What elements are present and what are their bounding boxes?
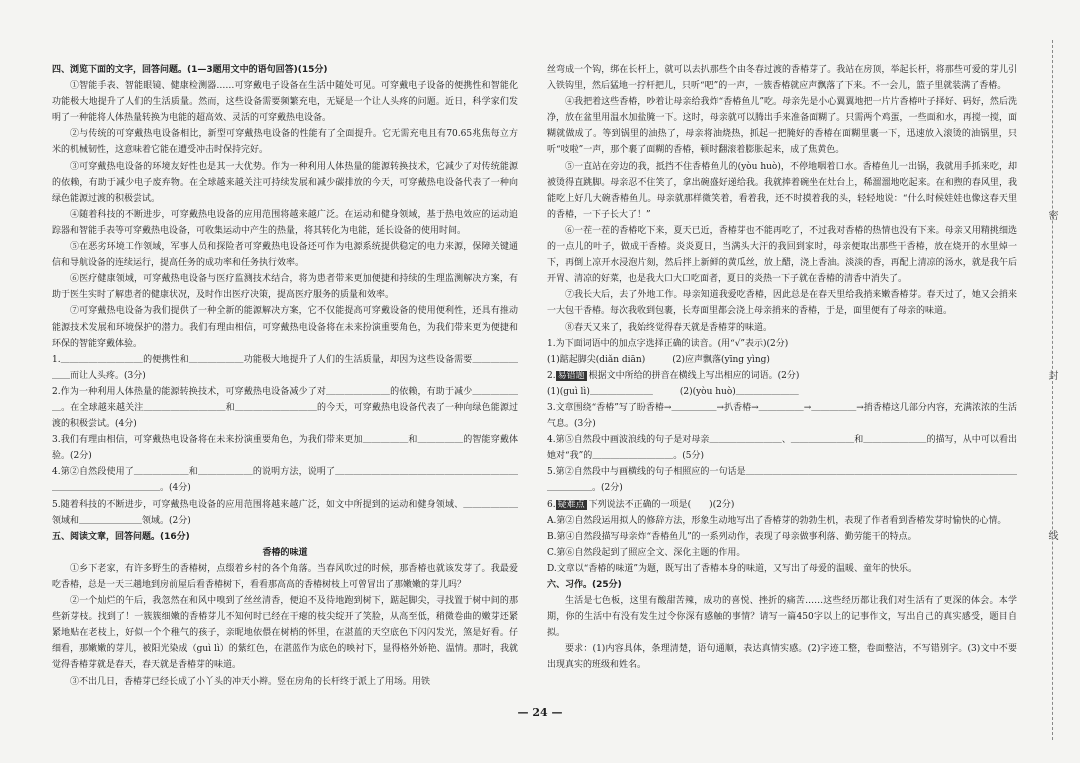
paragraph-text: ⑤一直站在旁边的我，抵挡不住香椿鱼儿的(yòu huò)，不停地咽着口水。香椿鱼儿一出锅，我就用手抓来吃，却被烫得直跳脚。母亲忍不住笑了，拿出碗盛好递给我。我就捧着碗坐在灶台上，稀溜溜地吃起来。在和煦的春风里，我能吃上好几大碗香椿鱼儿。母亲就那样微笑着，看着我，还不时摸着我的头，轻轻地说：“什么时候娃娃也像这春天里的香椿，一下子长大了！”	[547, 161, 1017, 220]
paragraph-text: A.第②自然段运用拟人的修辞方法，形象生动地写出了香椿芽的勃勃生机，表现了作者看到香椿发芽时愉快的心情。	[547, 515, 1007, 526]
left-paragraph	[52, 593, 518, 673]
paragraph-text: 四、浏览下面的文字，回答问题。(1—3题用文中的语句回答)(15分)	[52, 65, 328, 75]
paragraph-text: ⑧春天又来了，我始终觉得春天就是香椿芽的味道。	[565, 322, 773, 333]
left-column	[52, 62, 518, 690]
right-paragraph	[547, 432, 1017, 464]
right-column	[547, 62, 1017, 674]
paragraph-text: ③不出几日，香椿芽已经长成了小丫头的冲天小辫。竖在房角的长杆终于派上了用场。用铁	[70, 676, 431, 687]
right-paragraph	[547, 368, 1017, 384]
seal-line	[1052, 40, 1053, 740]
paragraph-text: 五、阅读文章，回答问题。(16分)	[52, 531, 190, 542]
left-paragraph	[52, 674, 518, 690]
right-paragraph	[547, 62, 1017, 94]
paragraph-text: 生活是七色板，这里有酸甜苦辣，成功的喜悦、挫折的痛苦……这些经历都让我们对生活有了更深的体会。本学期，你的生活中有没有发生过令你深有感触的事情？请写一篇450字以上的记事作文，写出自己的真实感受，题目自拟。	[547, 596, 1017, 639]
paragraph-text: ②一个灿烂的午后，我忽然在和风中嗅到了丝丝清香，便迫不及待地跑到树下，踮起脚尖，寻找置于树中间的那些新芽枝。找到了！一簇簇细嫩的香椿芽儿不知何时已经在干瘪的枝尖绽开了笑脸，从高至低，稍微卷曲的嫩芽还紧紧地贴在老枝上，好似一个个稚气的孩子，亲昵地依偎在树梢的怀里，在湛蓝的天空底色下闪闪发光，煞是好看。仔细看，那嫩嫩的芽儿，被阳光染成（guì lì）的紫红色，在湛蓝作为底色的映衬下，显得格外娇艳、温情。那时，我就觉得香椿芽就是春天，春天就是香椿芽的味道。	[52, 596, 518, 671]
right-paragraph	[547, 513, 1017, 529]
left-paragraph	[52, 271, 518, 303]
right-paragraph	[547, 287, 1017, 319]
left-paragraph	[52, 352, 518, 384]
right-paragraph	[547, 352, 1017, 368]
right-paragraph	[547, 529, 1017, 545]
paragraph-text: 4.第②自然段使用了＿＿＿＿＿＿和＿＿＿＿＿＿的说明方法，说明了＿＿＿＿＿＿＿＿＿＿＿＿＿＿＿＿＿＿＿＿＿＿＿＿＿＿＿＿＿＿＿＿。(4分)	[52, 467, 518, 494]
right-paragraph	[547, 641, 1017, 673]
paragraph-text: ④随着科技的不断进步，可穿戴热电设备的应用范围将越来越广泛。在运动和健身领域，基于热电效应的运动追踪器和智能手表等可穿戴热电设备，可收集运动中产生的热量，将其转化为电能，延长设备的使用时间。	[52, 209, 518, 236]
paragraph-text: ⑥医疗健康领域，可穿戴热电设备与医疗监测技术结合，将为患者带来更加便捷和持续的生理监测解决方案，有助于医生实时了解患者的健康状况，及时作出医疗决策，提高医疗服务的质量和效率。	[52, 274, 518, 301]
right-paragraph	[547, 320, 1017, 336]
right-paragraph	[547, 159, 1017, 223]
paragraph-text: 2.作为一种利用人体热量的能源转换技术，可穿戴热电设备减少了对＿＿＿＿＿＿＿的依赖，有助于减少＿＿＿＿＿＿。在全球越来越关注＿＿＿＿＿＿＿＿＿和＿＿＿＿＿＿＿＿＿的今天，可穿戴热电设备代表了一种向绿色能源过渡的积极尝试。(4分)	[52, 386, 518, 430]
paragraph-text: 根据文中所给的拼音在横线上写出相应的词语。(2分)	[588, 370, 800, 381]
right-paragraph	[547, 400, 1017, 432]
question-number: 2.	[547, 370, 556, 381]
paragraph-text: D.文章以“香椿的味道”为题，既写出了香椿本身的味道，又写出了母爱的温暖、童年的快乐。	[547, 563, 917, 574]
paragraph-text: 香椿的味道	[262, 547, 308, 558]
right-paragraph	[547, 464, 1017, 496]
seal-label-feng: 封	[1046, 370, 1057, 380]
left-paragraph	[52, 464, 518, 496]
left-paragraph	[52, 497, 518, 529]
left-paragraph	[52, 78, 518, 126]
paragraph-text: ②与传统的可穿戴热电设备相比，新型可穿戴热电设备的性能有了全面提升。它无需充电且有70.65兆焦每立方米的机械韧性，这意味着它能在遭受冲击时保持完好。	[52, 129, 518, 156]
paragraph-text: C.第⑥自然段起到了照应全文、深化主题的作用。	[547, 547, 746, 558]
paragraph-text: ④我把着这些香椿，吵着让母亲给我炸“香椿鱼儿”吃。母亲先是小心翼翼地把一片片香椿叶子择好、码好，然后洗净，放在盆里用温水加盐腌一下。这时，母亲就可以腾出手来准备面糊了。只需两个鸡蛋，一些面和水，再搅一搅，面糊就做成了。等到锅里的油热了，母亲将油烧热，抓起一把腌好的香椿在面糊里裹一下，迅速放入滚烫的油锅里，只听“吱啦”一声，那个裹了面糊的香椿，顿时翻滚着膨胀起来，成了焦黄色。	[547, 97, 1017, 156]
paragraph-text: 1.为下面词语中的加点字选择正确的读音。(用“√”表示)(2分)	[547, 338, 789, 349]
page-number: — 24 —	[517, 706, 563, 719]
left-paragraph	[52, 432, 518, 464]
paragraph-text: ⑦我长大后，去了外地工作。母亲知道我爱吃香椿，因此总是在春天里给我捎来嫩香椿芽。春天过了，她又会捎来一大包干香椿。每次我收到包裹，长寿面里都会浇上母亲捎来的香椿，于是，面里便有了母亲的味道。	[547, 290, 1017, 317]
left-paragraph	[52, 62, 518, 78]
paragraph-text: ①智能手表、智能眼镜、健康检测器……可穿戴电子设备在生活中随处可见。可穿戴电子设备的便携性和智能化功能极大地提升了人们的生活质量。然而，这些设备需要频繁充电，无疑是一个让人头疼的问题。近日，科学家们发明了一种能将人体热量转换为电能的超高效、灵活的可穿戴热电设备。	[52, 81, 518, 124]
paragraph-text: ③可穿戴热电设备的环境友好性也是其一大优势。作为一种利用人体热量的能源转换技术，它减少了对传统能源的依赖，有助于减少电子废弃物。在全球越来越关注可持续发展和减少碳排放的今天，可穿戴热电设备代表了一种向绿色能源过渡的积极尝试。	[52, 161, 518, 204]
paragraph-text: 要求：(1)内容具体，条理清楚，语句通顺，表达真情实感。(2)字迹工整，卷面整洁，不写错别字。(3)文中不要出现真实的班级和姓名。	[547, 644, 1017, 671]
paragraph-text: ⑤在恶劣环境工作领域，军事人员和探险者可穿戴热电设备还可作为电源系统提供稳定的电力来源，保障关键通信和导航设备的连续运行，提高任务的成功率和任务执行效率。	[52, 242, 518, 269]
right-paragraph	[547, 94, 1017, 158]
paragraph-text: 1.＿＿＿＿＿＿＿＿＿的便携性和＿＿＿＿＿＿功能极大地提升了人们的生活质量，却因为这些设备需要＿＿＿＿＿＿＿而让人头疼。(3分)	[52, 354, 518, 381]
left-paragraph	[52, 126, 518, 158]
difficulty-badge: 疑难点	[557, 499, 585, 510]
paragraph-text: (1)踮起脚尖(diǎn diān) (2)应声飘落(yīng yìng)	[547, 354, 770, 365]
left-paragraph	[52, 561, 518, 593]
left-paragraph	[52, 239, 518, 271]
paragraph-text: 3.我们有理由相信，可穿戴热电设备将在未来扮演重要角色，为我们带来更加＿＿＿＿＿和＿＿＿＿＿的智能穿戴体验。(2分)	[52, 435, 518, 462]
paragraph-text: 5.第②自然段中与画横线的句子相照应的一句话是＿＿＿＿＿＿＿＿＿＿＿＿＿＿＿＿＿＿＿＿＿＿＿＿＿＿＿＿＿＿＿＿＿＿＿。(2分)	[547, 467, 1017, 494]
right-paragraph	[547, 223, 1017, 287]
paragraph-text: ⑥一茬一茬的香椿吃下来，夏天已近，香椿芽也不能再吃了，不过我对香椿的热情也没有下来。母亲又用精挑细选的一点儿的叶子，做成干香椿。炎炎夏日，当满头大汗的我回到家时，母亲便取出那些干香椿，放在烧开的水里焯一下，再倒上凉开水浸泡片刻，然后拌上新鲜的黄瓜丝，放上醋，浇上香油。淡淡的香，再配上清凉的汤水，就是我午后开胃、清凉的好菜，也是我大口大口吃面者，夏日的炎热一下子就在香椿的清香中消失了。	[547, 225, 1017, 285]
left-paragraph	[52, 159, 518, 207]
left-paragraph	[52, 545, 518, 561]
left-paragraph	[52, 384, 518, 432]
left-paragraph	[52, 303, 518, 351]
left-paragraph	[52, 529, 518, 545]
right-paragraph	[547, 497, 1017, 513]
paragraph-text: 3.文章围绕“香椿”写了盼香椿→＿＿＿＿＿→扒香椿→＿＿＿＿＿→＿＿＿＿＿→捎香椿这几部分内容，充满浓浓的生活气息。(3分)	[547, 402, 1017, 430]
right-paragraph	[547, 577, 1017, 593]
paragraph-text: 下列说法不正确的一项是( )(2分)	[588, 499, 735, 510]
paragraph-text: 六、习作。(25分)	[547, 580, 622, 590]
right-paragraph	[547, 336, 1017, 352]
paragraph-text: B.第④自然段描写母亲炸“香椿鱼儿”的一系列动作，表现了母亲做事利落、勤劳能干的特点。	[547, 531, 917, 542]
right-paragraph	[547, 593, 1017, 641]
paragraph-text: 丝弯成一个钩，绑在长杆上，就可以去扒那些个由冬春过渡的香椿芽了。我站在房顶，举起长杆，将那些可爱的芽儿引入铁钩里，然后猛地一拧杆把儿，只听“吧”的一声，一簇香椿就应声飘落了下来。不一会儿，篮子里就装满了香椿。	[547, 65, 1017, 92]
paragraph-text: (1)(guì lì)＿＿＿＿＿＿＿ (2)(yòu huò)＿＿＿＿＿＿＿	[547, 386, 799, 397]
difficulty-badge: 易错题	[557, 370, 585, 381]
right-paragraph	[547, 545, 1017, 561]
question-number: 6.	[547, 499, 556, 510]
right-paragraph	[547, 561, 1017, 577]
paragraph-text: ⑦可穿戴热电设备为我们提供了一种全新的能源解决方案，它不仅能提高可穿戴设备的使用便利性，还具有推动能源技术发展和环境保护的潜力。我们有理由相信，可穿戴热电设备将在未来扮演重要角色，为我们带来更为便捷和环保的智能穿戴体验。	[52, 306, 518, 349]
paragraph-text: ①乡下老家，有许多野生的香椿树，点缀着乡村的各个角落。当春风吹过的时候，那香椿也就该发芽了。我最爱吃香椿，总是一天三趟地到房前屋后看香椿树下，看看那高高的香椿树枝上可曾冒出了那嫩嫩的芽儿吗？	[52, 563, 518, 590]
right-paragraph	[547, 384, 1017, 400]
seal-label-mi: 密	[1046, 210, 1057, 220]
paragraph-text: 4.第⑤自然段中画波浪线的句子是对母亲＿＿＿＿＿＿＿＿、＿＿＿＿＿＿＿和＿＿＿＿＿＿＿的描写，从中可以看出她对“我”的＿＿＿＿＿＿＿＿＿。(5分)	[547, 435, 1017, 462]
paragraph-text: 5.随着科技的不断进步，可穿戴热电设备的应用范围将越来越广泛，如文中所提到的运动和健身领域、＿＿＿＿＿＿领域和＿＿＿＿＿＿＿领域。(2分)	[52, 499, 518, 526]
seal-label-xian: 线	[1046, 530, 1057, 540]
left-paragraph	[52, 207, 518, 239]
